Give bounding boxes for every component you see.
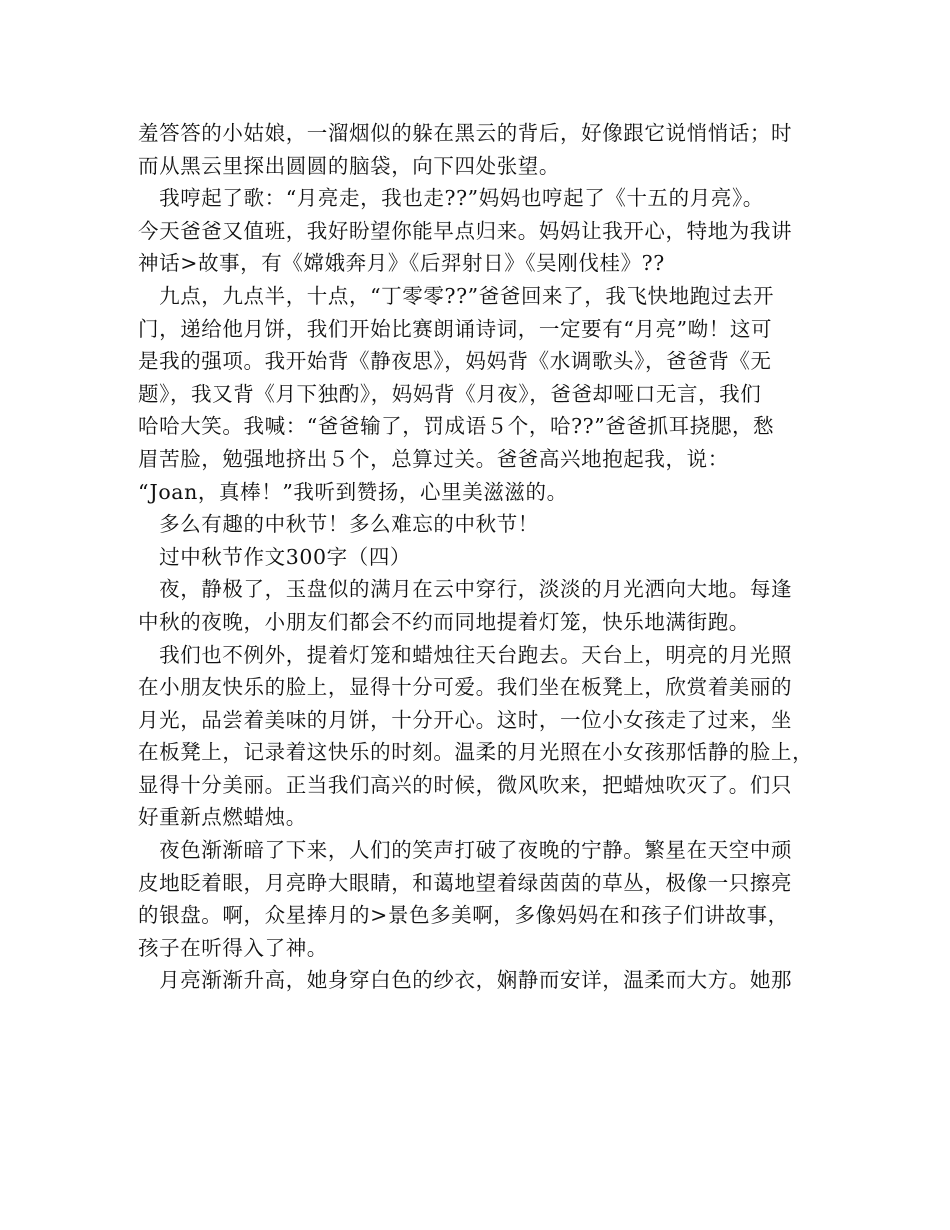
text-line: 我们也不例外，提着灯笼和蜡烛往天台跑去。天台上，明亮的月光照 <box>138 642 793 667</box>
text-line: 九点，九点半，十点，“丁零零??”爸爸回来了，我飞快地跑过去开 <box>138 283 775 308</box>
text-line: 门，递给他月饼，我们开始比赛朗诵诗词，一定要有“月亮”呦！这可 <box>138 316 773 341</box>
text-line: 题》，我又背《月下独酌》，妈妈背《月夜》，爸爸却哑口无言，我们 <box>138 381 762 406</box>
text-line: 中秋的夜晚，小朋友们都会不约而同地提着灯笼，快乐地满街跑。 <box>138 609 750 634</box>
text-line: 而从黑云里探出圆圆的脑袋，向下四处张望。 <box>138 153 560 178</box>
text-line: 皮地眨着眼，月亮睁大眼睛，和蔼地望着绿茵茵的草丛，极像一只擦亮 <box>138 870 793 895</box>
text-line: 在板凳上，记录着这快乐的时刻。温柔的月光照在小女孩那恬静的脸上， <box>138 740 814 765</box>
text-line: 夜，静极了，玉盘似的满月在云中穿行，淡淡的月光洒向大地。每逢 <box>138 577 793 602</box>
text-line: 月亮渐渐升高，她身穿白色的纱衣，娴静而安详，温柔而大方。她那 <box>138 968 793 993</box>
text-line: “Joan，真棒！”我听到赞扬，心里美滋滋的。 <box>138 479 568 504</box>
text-line: 神话>故事，有《嫦娥奔月》《后羿射日》《吴刚伐桂》?? <box>138 251 665 276</box>
text-line: 显得十分美丽。正当我们高兴的时候，微风吹来，把蜡烛吹灭了。们只 <box>138 772 793 797</box>
text-line: 眉苦脸，勉强地挤出５个，总算过关。爸爸高兴地抱起我，说： <box>138 446 729 471</box>
text-line: 夜色渐渐暗了下来，人们的笑声打破了夜晚的宁静。繁星在天空中顽 <box>138 838 793 863</box>
text-line: 羞答答的小姑娘，一溜烟似的躲在黑云的背后，好像跟它说悄悄话；时 <box>138 121 793 145</box>
text-line: 多么有趣的中秋节！多么难忘的中秋节！ <box>138 512 539 537</box>
text-line: 孩子在听得入了神。 <box>138 935 328 960</box>
text-line: 月光，品尝着美味的月饼，十分开心。这时，一位小女孩走了过来，坐 <box>138 707 793 732</box>
section-heading: 过中秋节作文300字（四） <box>138 544 412 569</box>
text-line: 哈哈大笑。我喊：“爸爸输了，罚成语５个，哈??”爸爸抓耳挠腮，愁 <box>138 414 775 439</box>
text-line: 的银盘。啊，众星捧月的>景色多美啊，多像妈妈在和孩子们讲故事， <box>138 903 789 928</box>
text-line: 是我的强项。我开始背《静夜思》，妈妈背《水调歌头》，爸爸背《无 <box>138 349 772 374</box>
essay-text <box>138 117 828 997</box>
text-line: 在小朋友快乐的脸上，显得十分可爱。我们坐在板凳上，欣赏着美丽的 <box>138 675 793 700</box>
text-line: 我哼起了歌：“月亮走，我也走??”妈妈也哼起了《十五的月亮》。 <box>138 186 764 211</box>
text-line: 今天爸爸又值班，我好盼望你能早点归来。妈妈让我开心，特地为我讲 <box>138 218 793 243</box>
text-line: 好重新点燃蜡烛。 <box>138 805 307 830</box>
